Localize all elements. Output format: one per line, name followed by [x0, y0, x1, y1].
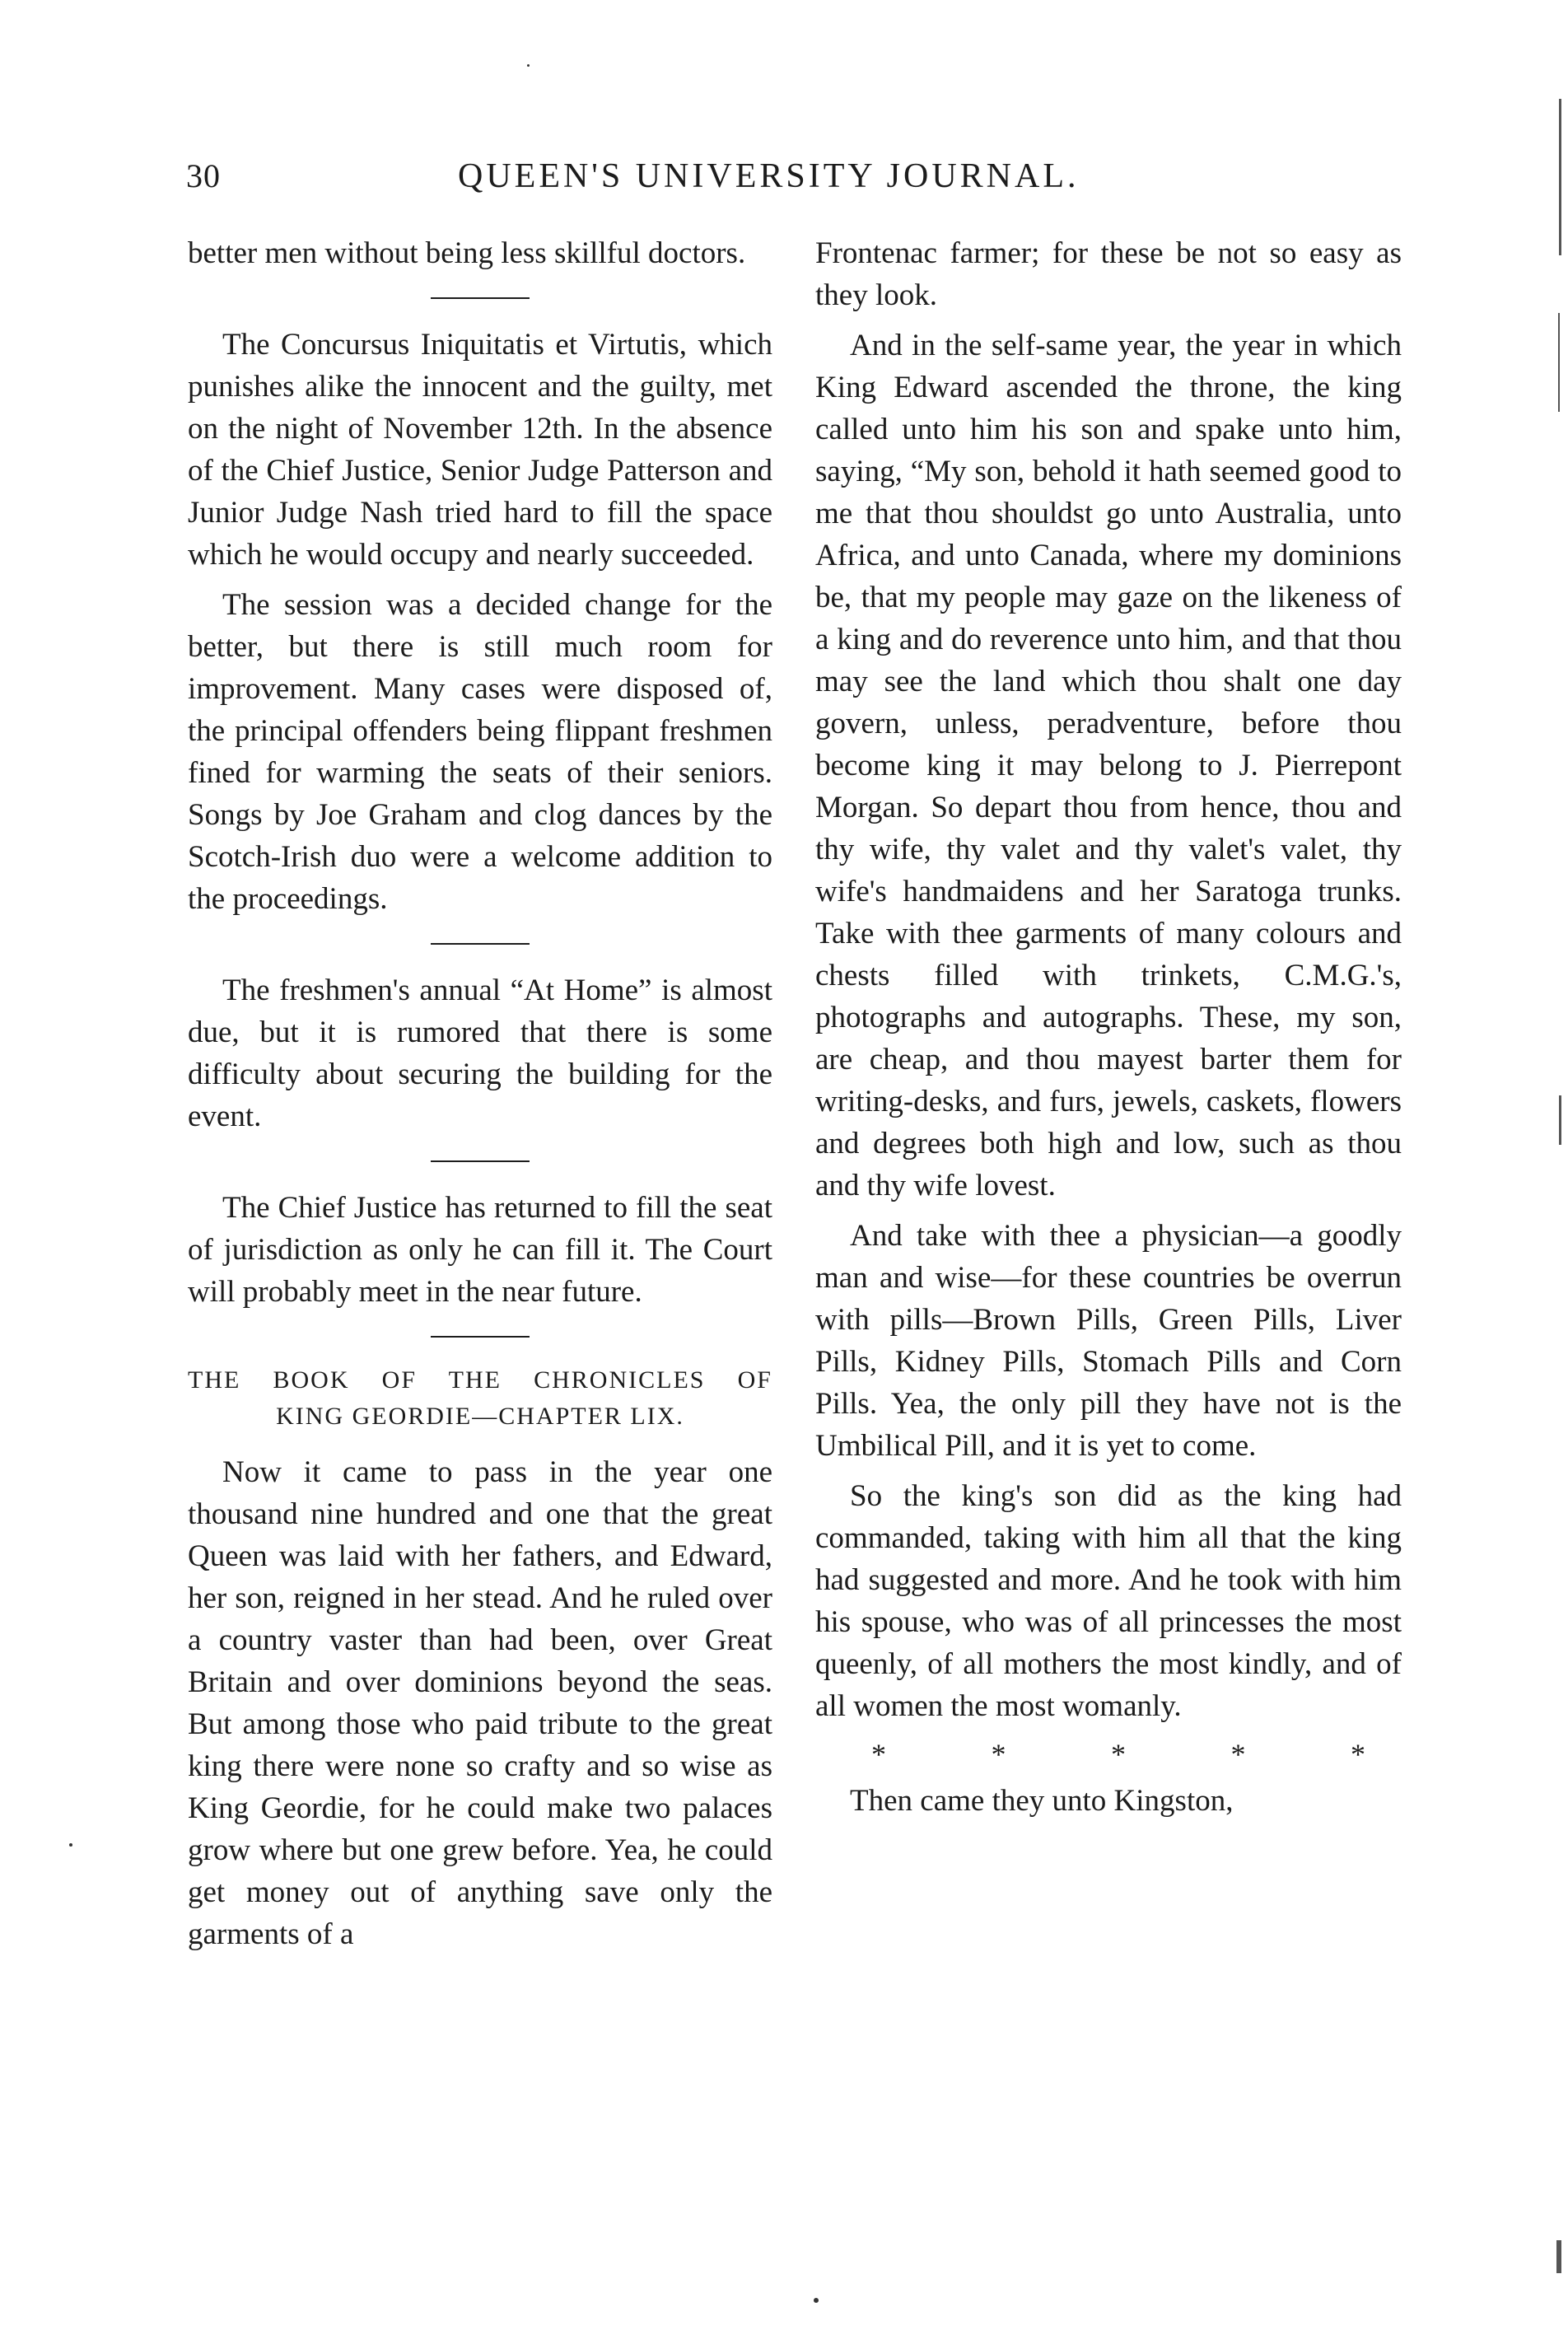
paragraph: The Chief Justice has returned to fill the seat of jurisdiction as only he can fill it. The Court will probably meet in the near future. [188, 1191, 772, 1309]
asterisk: * [1230, 1738, 1246, 1771]
scan-edge-mark [1559, 1095, 1561, 1145]
paragraph: And take with thee a physician—a goodly man and wise—for these countries be overrun with pills—Brown Pills, Green Pills, Liver Pills, Kidney Pills, Stomach Pills and Corn Pills. Yea, the only pill they have not is the Umbilical Pill, and it is yet to come. [815, 1219, 1402, 1463]
paragraph: The Concursus Iniquitatis et Virtutis, which punishes alike the innocent and the guilty, met on the night of November 12th. In the absence of the Chief Justice, Senior Judge Patterson and Junior Judge Nash tried hard to fill the space which he would occupy and nearly succeeded. [188, 328, 772, 572]
section-divider [431, 1160, 530, 1162]
section-divider [431, 943, 530, 945]
scan-speck [69, 1843, 72, 1847]
chapter-heading [188, 1362, 772, 1435]
chapter-heading-line: THE BOOK OF THE CHRONICLES OF [188, 1366, 772, 1394]
paragraph: The freshmen's annual “At Home” is almost due, but it is rumored that there is some difficulty about securing the building for the event. [188, 974, 772, 1133]
paragraph: Then came they unto Kingston, [850, 1784, 1234, 1818]
asterisk: * [871, 1738, 886, 1771]
scan-speck [527, 64, 530, 67]
right-column [815, 232, 1402, 1830]
section-break-asterisks [871, 1735, 1365, 1773]
paragraph: Frontenac farmer; for these be not so easy as they look. [815, 236, 1402, 312]
left-column [188, 232, 772, 1963]
section-divider [431, 1336, 530, 1338]
scan-edge-mark [1556, 2240, 1561, 2273]
running-title: QUEEN'S UNIVERSITY JOURNAL. [458, 157, 1080, 195]
page-header [186, 156, 1413, 206]
scan-edge-mark [1558, 313, 1560, 412]
page-number: 30 [186, 157, 221, 194]
asterisk: * [991, 1738, 1006, 1771]
section-divider [431, 297, 530, 299]
chapter-heading-line: KING GEORDIE—CHAPTER LIX. [276, 1403, 684, 1430]
asterisk: * [1351, 1738, 1365, 1771]
paragraph: Now it came to pass in the year one thousand nine hundred and one that the great Queen was laid with her fathers, and Edward, her son, reigned in her stead. And he ruled over a country vaster than had been, over Great Britain and over dominions beyond the seas. But among those who paid tribute to the great king there were none so crafty and so wise as King Geordie, for he could make two palaces grow where but one grew before. Yea, he could get money out of anything save only the garments of a [188, 1455, 772, 1951]
scan-speck [814, 2298, 819, 2303]
paragraph: And in the self-same year, the year in which King Edward ascended the throne, the king called unto him his son and spake unto him, saying, “My son, behold it hath seemed good to me that thou shouldst go unto Australia, unto Africa, and unto Canada, where my dominions be, that my people may gaze on the likeness of a king and do reverence unto him, and that thou may see the land which thou shalt one day govern, unless, peradventure, before thou become king it may belong to J. Pierrepont Morgan. So depart thou from hence, thou and thy wife, thy valet and thy valet's valet, thy wife's handmaidens and her Saratoga trunks. Take with thee garments of many colours and chests filled with trinkets, C.M.G.'s, photographs and autographs. These, my son, are cheap, and thou mayest barter them for writing-desks, and furs, jewels, caskets, flowers and degrees both high and low, such as thou and thy wife lovest. [815, 329, 1402, 1202]
paragraph: So the king's son did as the king had commanded, taking with him all that the king had suggested and more. And he took with him his spouse, who was of all princesses the most queenly, of all mothers the most kindly, and of all women the most womanly. [815, 1479, 1402, 1723]
asterisk: * [1111, 1738, 1126, 1771]
paragraph: The session was a decided change for the better, but there is still much room for improvement. Many cases were disposed of, the principal offenders being flippant freshmen fined for warming the seats of their seniors. Songs by Joe Graham and clog dances by the Scotch-Irish duo were a welcome addition to the proceedings. [188, 588, 772, 916]
paragraph: better men without being less skillful doctors. [188, 236, 746, 270]
scan-edge-mark [1559, 99, 1561, 255]
